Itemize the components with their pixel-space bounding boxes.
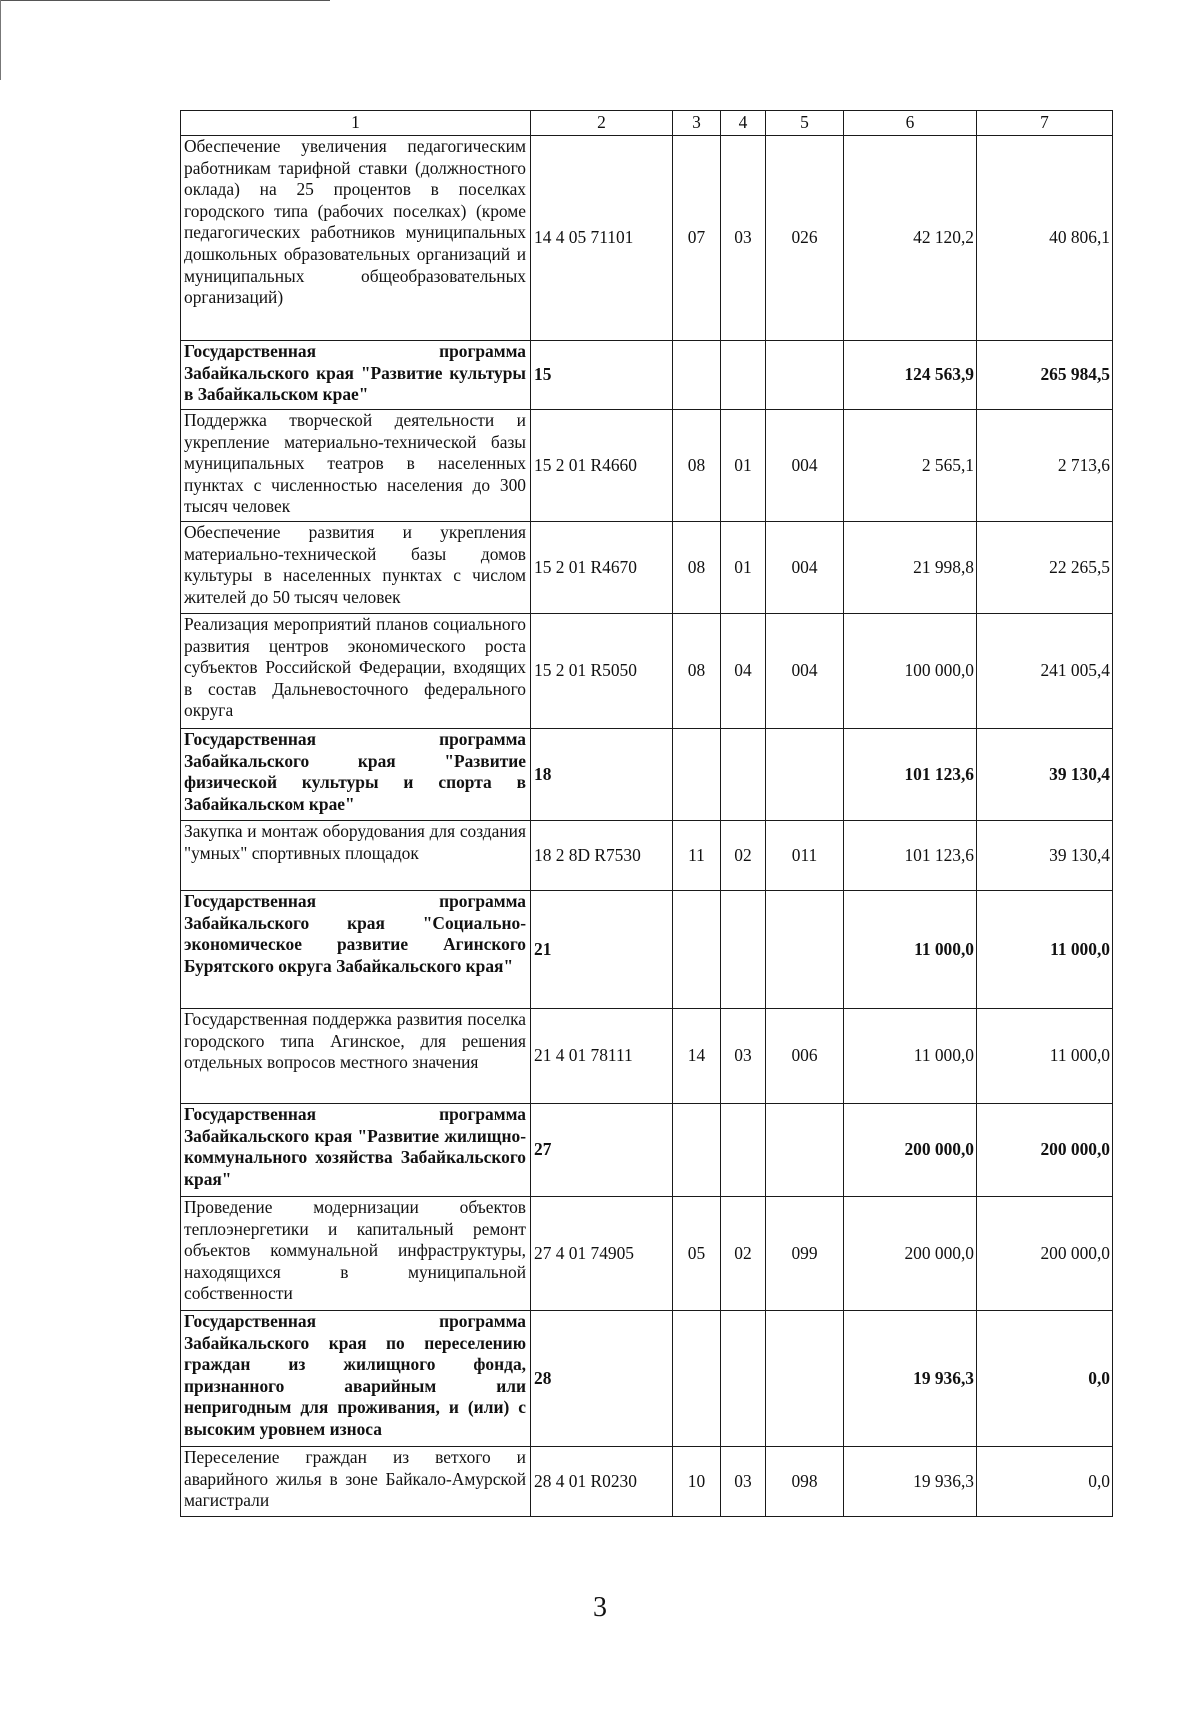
row-col3-cell [673,1104,721,1197]
row-col3-cell [673,341,721,410]
row-name-cell: Реализация мероприятий планов социального развития центров экономического роста субъектов Российской Федерации, входящих в состав Дальневосточного федерального округа [181,614,531,729]
row-col4-cell: 01 [721,522,766,614]
row-col7-cell: 2 713,6 [977,410,1113,522]
row-col3-cell: 11 [673,821,721,891]
row-col7-cell: 40 806,1 [977,136,1113,341]
row-name-cell: Государственная программа Забайкальского края "Развитие жилищно-коммунального хозяйства Забайкальского края" [181,1104,531,1197]
table-row [181,1311,1113,1447]
row-col7-cell: 22 265,5 [977,522,1113,614]
row-col6-cell: 101 123,6 [844,821,977,891]
table-row [181,1009,1113,1104]
table-header-row [181,111,1113,136]
row-col3-cell: 08 [673,614,721,729]
row-col5-cell: 004 [766,614,844,729]
table-row [181,891,1113,1009]
row-code-cell: 15 2 01 R4660 [531,410,673,522]
row-name-cell: Государственная поддержка развития поселка городского типа Агинское, для решения отдельных вопросов местного значения [181,1009,531,1104]
table-row [181,522,1113,614]
row-col4-cell: 03 [721,1447,766,1517]
row-col5-cell: 098 [766,1447,844,1517]
row-col6-cell: 19 936,3 [844,1311,977,1447]
page-edge-top [0,0,330,1]
table-row [181,821,1113,891]
row-col7-cell: 241 005,4 [977,614,1113,729]
row-name-cell: Проведение модернизации объектов теплоэнергетики и капитальный ремонт объектов коммунальной инфраструктуры, находящихся в муниципальной собственности [181,1197,531,1311]
row-col6-cell: 19 936,3 [844,1447,977,1517]
row-code-cell: 18 2 8D R7530 [531,821,673,891]
row-col6-cell: 11 000,0 [844,1009,977,1104]
row-code-cell: 21 4 01 78111 [531,1009,673,1104]
row-col7-cell: 11 000,0 [977,1009,1113,1104]
row-name-cell: Государственная программа Забайкальского края по переселению граждан из жилищного фонда, признанного аварийным или непригодным для проживания, и (или) с высоким уровнем износа [181,1311,531,1447]
row-code-cell: 21 [531,891,673,1009]
row-col4-cell [721,341,766,410]
row-col3-cell: 08 [673,410,721,522]
row-name-cell: Поддержка творческой деятельности и укрепление материально-технической базы муниципальных театров в населенных пунктах с численностью населения до 300 тысяч человек [181,410,531,522]
row-code-cell: 28 4 01 R0230 [531,1447,673,1517]
page-number: 3 [593,1592,607,1623]
table-row [181,341,1113,410]
row-col4-cell: 02 [721,1197,766,1311]
row-col4-cell [721,1311,766,1447]
row-col3-cell [673,891,721,1009]
header-cell-4: 4 [721,111,766,136]
row-col5-cell: 004 [766,410,844,522]
row-col4-cell [721,729,766,821]
row-col7-cell: 11 000,0 [977,891,1113,1009]
row-col7-cell: 0,0 [977,1311,1113,1447]
header-cell-1: 1 [181,111,531,136]
row-code-cell: 14 4 05 71101 [531,136,673,341]
row-name-cell: Государственная программа Забайкальского края "Развитие культуры в Забайкальском крае" [181,341,531,410]
row-col6-cell: 124 563,9 [844,341,977,410]
row-code-cell: 28 [531,1311,673,1447]
row-name-cell: Государственная программа Забайкальского края "Социально-экономическое развитие Агинского Бурятского округа Забайкальского края" [181,891,531,1009]
row-col7-cell: 265 984,5 [977,341,1113,410]
row-col7-cell: 39 130,4 [977,729,1113,821]
table-row [181,1104,1113,1197]
budget-table [180,110,1113,1517]
table-row [181,1447,1113,1517]
table-row [181,1197,1113,1311]
row-code-cell: 15 2 01 R4670 [531,522,673,614]
header-cell-6: 6 [844,111,977,136]
table-row [181,729,1113,821]
row-col5-cell: 026 [766,136,844,341]
row-col5-cell [766,1311,844,1447]
row-name-cell: Обеспечение увеличения педагогическим работникам тарифной ставки (должностного оклада) на 25 процентов в поселках городского типа (рабочих поселках) (кроме педагогических работников муниципальных дошкольных образовательных организаций и муниципальных общеобразовательных организаций) [181,136,531,341]
row-name-cell: Государственная программа Забайкальского края "Развитие физической культуры и спорта в Забайкальском крае" [181,729,531,821]
row-name-cell: Закупка и монтаж оборудования для создания "умных" спортивных площадок [181,821,531,891]
row-col3-cell: 07 [673,136,721,341]
row-col7-cell: 200 000,0 [977,1197,1113,1311]
row-code-cell: 15 [531,341,673,410]
row-col3-cell [673,729,721,821]
table-row [181,410,1113,522]
row-col7-cell: 0,0 [977,1447,1113,1517]
row-col6-cell: 21 998,8 [844,522,977,614]
row-col4-cell: 04 [721,614,766,729]
row-col4-cell: 02 [721,821,766,891]
row-col4-cell [721,1104,766,1197]
row-col4-cell [721,891,766,1009]
header-cell-2: 2 [531,111,673,136]
row-col7-cell: 200 000,0 [977,1104,1113,1197]
row-code-cell: 18 [531,729,673,821]
row-col3-cell: 08 [673,522,721,614]
row-col5-cell [766,341,844,410]
row-code-cell: 27 4 01 74905 [531,1197,673,1311]
row-code-cell: 27 [531,1104,673,1197]
row-col5-cell: 011 [766,821,844,891]
row-col3-cell [673,1311,721,1447]
row-name-cell: Обеспечение развития и укрепления материально-технической базы домов культуры в населенных пунктах с числом жителей до 50 тысяч человек [181,522,531,614]
row-col6-cell: 100 000,0 [844,614,977,729]
header-cell-7: 7 [977,111,1113,136]
row-name-cell: Переселение граждан из ветхого и аварийного жилья в зоне Байкало-Амурской магистрали [181,1447,531,1517]
row-col6-cell: 200 000,0 [844,1197,977,1311]
row-col4-cell: 01 [721,410,766,522]
row-col6-cell: 2 565,1 [844,410,977,522]
row-col7-cell: 39 130,4 [977,821,1113,891]
row-col3-cell: 05 [673,1197,721,1311]
row-col5-cell [766,729,844,821]
table-row [181,614,1113,729]
row-col4-cell: 03 [721,136,766,341]
row-col5-cell [766,1104,844,1197]
table-row [181,136,1113,341]
page-edge-left [0,0,1,80]
row-col6-cell: 42 120,2 [844,136,977,341]
row-col4-cell: 03 [721,1009,766,1104]
row-col5-cell: 004 [766,522,844,614]
row-col5-cell [766,891,844,1009]
row-col6-cell: 11 000,0 [844,891,977,1009]
row-col5-cell: 099 [766,1197,844,1311]
row-col5-cell: 006 [766,1009,844,1104]
row-col3-cell: 14 [673,1009,721,1104]
row-code-cell: 15 2 01 R5050 [531,614,673,729]
header-cell-5: 5 [766,111,844,136]
header-cell-3: 3 [673,111,721,136]
row-col6-cell: 200 000,0 [844,1104,977,1197]
row-col6-cell: 101 123,6 [844,729,977,821]
row-col3-cell: 10 [673,1447,721,1517]
